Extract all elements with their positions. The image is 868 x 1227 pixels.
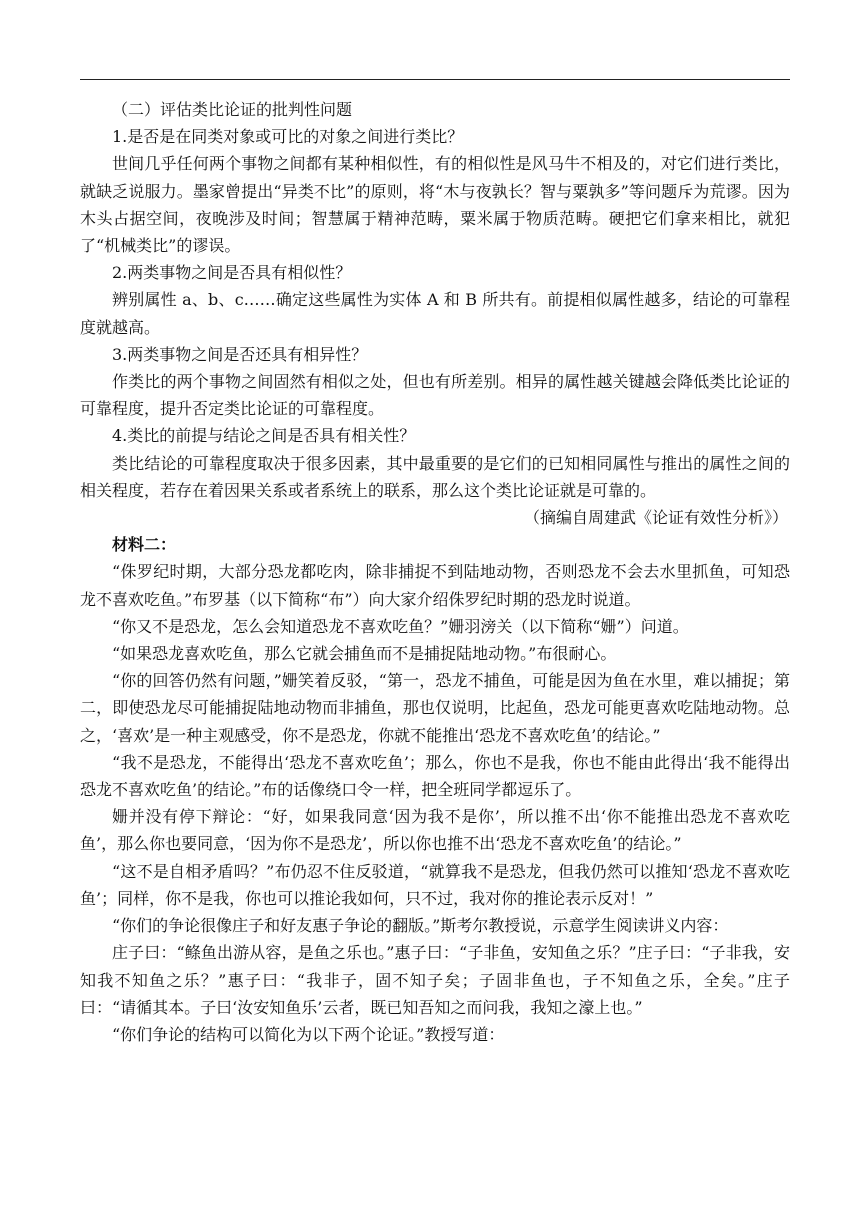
dialogue-1: “侏罗纪时期，大部分恐龙都吃肉，除非捕捉不到陆地动物，否则恐龙不会去水里抓鱼，可知恐龙不喜欢吃鱼。”布罗基（以下简称“布”）向大家介绍侏罗纪时期的恐龙时说道。 bbox=[80, 562, 790, 609]
paragraph-4: 类比结论的可靠程度取决于很多因素，其中最重要的是它们的已知相同属性与推出的属性之间的相关程度，若存在着因果关系或者系统上的联系，那么这个类比论证就是可靠的。 bbox=[80, 453, 790, 500]
source-citation: （摘编自周建武《论证有效性分析》） bbox=[523, 508, 788, 528]
question-4: 4.类比的前提与结论之间是否具有相关性？ bbox=[112, 426, 416, 446]
question-1: 1.是否是在同类对象或可比的对象之间进行类比？ bbox=[112, 127, 464, 147]
section-title: （二）评估类比论证的批判性问题 bbox=[112, 100, 353, 119]
dialogue-3: “如果恐龙喜欢吃鱼，那么它就会捕鱼而不是捕捉陆地动物。”布很耐心。 bbox=[112, 644, 617, 664]
dialogue-5: “我不是恐龙，不能得出‘恐龙不喜欢吃鱼’；那么，你也不是我，你也不能由此得出‘我不能得出恐龙不喜欢吃鱼’的结论。”布的话像绕口令一样，把全班同学都逗乐了。 bbox=[80, 752, 790, 800]
dialogue-6: 姗并没有停下辩论：“好，如果我同意‘因为我不是你’，所以推不出‘你不能推出恐龙不喜欢吃鱼’，那么你也要同意，‘因为你不是恐龙’，所以你也推不出‘恐龙不喜欢吃鱼’的结论。” bbox=[80, 807, 790, 854]
document-body bbox=[80, 96, 790, 1048]
dialogue-2: “你又不是恐龙，怎么会知道恐龙不喜欢吃鱼？”姗羽滂关（以下简称“姗”）问道。 bbox=[112, 616, 689, 636]
zhuangzi-quote: 庄子曰：“鲦鱼出游从容，是鱼之乐也。”惠子曰：“子非鱼，安知鱼之乐？”庄子曰：“子非我，安知我不知鱼之乐？”惠子曰：“我非子，固不知子矣；子固非鱼也，子不知鱼之乐，全矣。”庄子曰：“请循其本。子曰‘汝安知鱼乐’云者，既已知吾知之而问我，我知之濠上也。” bbox=[80, 943, 790, 1017]
dialogue-7: “这不是自相矛盾吗？”布仍忍不住反驳道，“就算我不是恐龙，但我仍然可以推知‘恐龙不喜欢吃鱼’；同样，你不是我，你也可以推论我如何，只不过，我对你的推论表示反对！” bbox=[80, 861, 790, 908]
paragraph-3: 作类比的两个事物之间固然有相似之处，但也有所差别。相异的属性越关键越会降低类比论证的可靠程度，提升否定类比论证的可靠程度。 bbox=[80, 372, 790, 419]
question-2: 2.两类事物之间是否具有相似性？ bbox=[112, 263, 352, 283]
dialogue-4: “你的回答仍然有问题，”姗笑着反驳，“第一，恐龙不捕鱼，可能是因为鱼在水里，难以捕捉；第二，即使恐龙尽可能捕捉陆地动物而非捕鱼，那也仅说明，比起鱼，恐龙可能更喜欢吃陆地动物。总之，‘喜欢’是一种主观感受，你不是恐龙，你就不能推出‘恐龙不喜欢吃鱼’的结论。” bbox=[80, 671, 790, 745]
paragraph-2: 辨别属性 a、b、c……确定这些属性为实体 A 和 B 所共有。前提相似属性越多，结论的可靠程度就越高。 bbox=[80, 290, 790, 337]
question-3: 3.两类事物之间是否还具有相异性？ bbox=[112, 344, 368, 364]
paragraph-1: 世间几乎任何两个事物之间都有某种相似性，有的相似性是风马牛不相及的，对它们进行类比，就缺乏说服力。墨家曾提出“异类不比”的原则，将“木与夜孰长？智与粟孰多”等问题斥为荒谬。因为木头占据空间，夜晚涉及时间；智慧属于精神范畴，粟米属于物质范畴。硬把它们拿来相比，就犯了“机械类比”的谬误。 bbox=[80, 154, 790, 256]
header-rule bbox=[80, 79, 790, 80]
dialogue-8: “你们的争论很像庄子和好友惠子争论的翻版。”斯考尔教授说，示意学生阅读讲义内容： bbox=[112, 916, 729, 936]
material-2-title: 材料二： bbox=[112, 535, 177, 555]
dialogue-10: “你们争论的结构可以简化为以下两个论证。”教授写道： bbox=[112, 1024, 505, 1044]
